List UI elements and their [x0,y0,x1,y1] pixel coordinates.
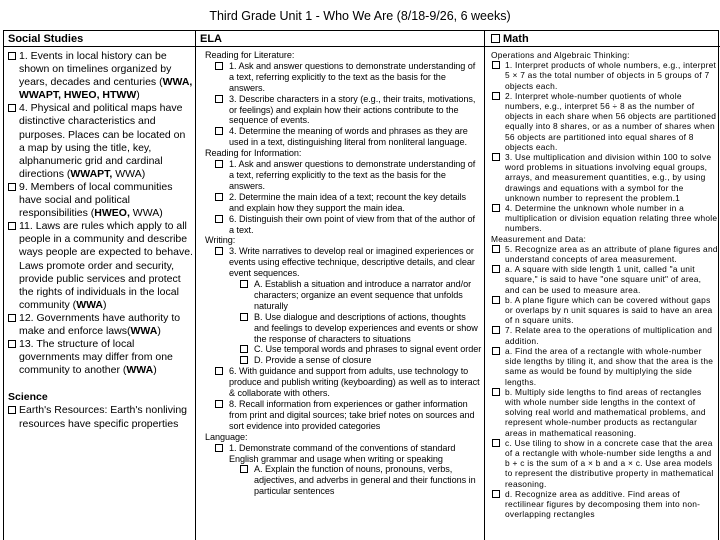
checkbox-icon[interactable] [240,345,248,353]
math-standard: b. Multiply side lengths to find areas of rectangles with whole number side lengths in the context of solving real world and mathematical problems, and represent whole-number products as rectangular areas in mathematical reasoning. [491,387,718,438]
checkbox-icon[interactable] [492,326,500,334]
math-standard: a. Find the area of a rectangle with whole-number side lengths by tiling it, and show that the area is the same as would be found by multiplying the side lengths. [491,346,718,387]
math-section-label: Measurement and Data: [491,233,587,244]
ela-column [196,31,485,540]
math-column [485,31,720,540]
ela-section-label: Reading for Literature: [205,50,295,60]
checkbox-icon[interactable] [492,245,500,253]
ela-standard: 1. Ask and answer questions to demonstrate understanding of a text, referring explicitly to the text as the basis for the answers. [205,159,482,192]
ela-standard: 2. Determine the main idea of a text; recount the key details and explain how they support the main idea. [205,192,482,214]
checkbox-icon[interactable] [215,160,223,168]
checkbox-icon[interactable] [492,61,500,69]
math-standard: 1. Interpret products of whole numbers, e.g., interpret 5 × 7 as the total number of objects in 5 groups of 7 objects each. [491,60,718,91]
ela-standard: 6. With guidance and support from adults, use technology to produce and publish writing (keyboarding) as well as to interact & collaborate with others. [205,366,482,399]
checkbox-icon[interactable] [492,204,500,212]
math-heading: Math [503,33,529,45]
checkbox-icon[interactable] [492,153,500,161]
ela-standard: 6. Distinguish their own point of view from that of the author of a text. [205,214,482,236]
checkbox-icon[interactable] [8,222,16,230]
checkbox-icon[interactable] [215,400,223,408]
math-standard: c. Use tiling to show in a concrete case that the area of a rectangle with whole-number side lengths a and b + c is the sum of a × b and a × c. Use area models to represent the distributive property in mathematical reasoning. [491,438,718,489]
math-header [485,31,720,47]
ela-heading: ELA [200,33,222,45]
checkbox-icon[interactable] [215,215,223,223]
checkbox-icon[interactable] [215,444,223,452]
checkbox-icon[interactable] [492,92,500,100]
social-studies-standard: 9. Members of local communities have social and political responsibilities (HWEO, WWA) [8,181,193,220]
unit-codes: WWA, WWAPT, HWEO, HTWW [19,76,193,102]
checkbox-icon[interactable] [215,95,223,103]
checkbox-icon[interactable] [8,183,16,191]
math-section-label: Operations and Algebraic Thinking: [491,50,630,60]
math-standard: 2. Interpret whole-number quotients of whole numbers, e.g., interpret 56 ÷ 8 as the number of objects in each share when 56 objects are partitioned equally into 8 shares, or as a number of shares when 56 objects are partitioned into equal shares of 8 objects each. [491,91,718,152]
checkbox-icon[interactable] [215,193,223,201]
unit-codes: WWA [76,298,104,311]
checkbox-icon[interactable] [215,62,223,70]
ela-standard: 1. Ask and answer questions to demonstrate understanding of a text, referring explicitly to the text as the basis for the answers. [205,61,482,94]
ela-standard: C. Use temporal words and phrases to signal event order [205,344,482,355]
social-studies-body [4,47,195,540]
unit-codes: WWA [126,364,154,377]
unit-codes: WWAPT, [70,167,113,180]
checkbox-icon[interactable] [240,280,248,288]
ela-section-label: Language: [205,431,248,442]
social-studies-standard: 1. Events in local history can be shown on timelines organized by years, decades and centuries (WWA, WWAPT, HWEO, HTWW) [8,50,193,102]
social-studies-standard: 12. Governments have authority to make and enforce laws(WWA) [8,312,193,338]
unit-codes: HWEO, [94,207,130,220]
checkbox-icon[interactable] [215,247,223,255]
checkbox-icon[interactable] [492,296,500,304]
ela-standard: B. Use dialogue and descriptions of actions, thoughts and feelings to develop experiences and events or show the response of characters to situations [205,312,482,345]
checkbox-icon[interactable] [215,367,223,375]
ela-standard: 3. Describe characters in a story (e.g., their traits, motivations, or feelings) and explain how their actions contribute to the sequence of events. [205,94,482,127]
checkbox-icon[interactable] [492,265,500,273]
standards-table [3,30,719,540]
ela-standard: 1. Demonstrate command of the conventions of standard English grammar and usage when writing or speaking [205,443,482,465]
social-studies-column [4,31,196,540]
checkbox-icon[interactable] [492,490,500,498]
math-body [485,47,720,540]
ela-section-label: Reading for Information: [205,148,302,159]
ela-standard: 3. Write narratives to develop real or imagined experiences or events using effective technique, descriptive details, and clear event sequences. [205,246,482,279]
checkbox-icon[interactable] [491,34,500,43]
math-standard: 7. Relate area to the operations of multiplication and addition. [491,325,718,345]
social-studies-standard: 4. Physical and political maps have distinctive characteristics and purposes. Places can be located on a map by using the title, key, alphanumeric grid and cardinal directions (WWAPT, WWA) [8,102,193,181]
math-standard: a. A square with side length 1 unit, called "a unit square," is said to have "one square unit" of area, and can be used to measure area. [491,264,718,295]
ela-standard: 8. Recall information from experiences or gather information from print and digital sources; take brief notes on sources and sort evidence into provided categories [205,399,482,432]
ela-header [196,31,484,47]
checkbox-icon[interactable] [8,52,16,60]
checkbox-icon[interactable] [8,314,16,322]
math-standard: b. A plane figure which can be covered without gaps or overlaps by n unit squares is said to have an area of n square units. [491,295,718,326]
checkbox-icon[interactable] [8,104,16,112]
checkbox-icon[interactable] [240,465,248,473]
ela-body [196,47,484,540]
math-standard: d. Recognize area as additive. Find areas of rectilinear figures by decomposing them into non-overlapping rectangles [491,489,718,520]
checkbox-icon[interactable] [8,406,16,414]
math-standard: 3. Use multiplication and division within 100 to solve word problems in situations involving equal groups, arrays, and measurement quantities, e.g., by using drawings and equations with a symbol for the unknown number to represent the problem.1 [491,152,718,203]
ela-standard: A. Establish a situation and introduce a narrator and/or characters; organize an event sequence that unfolds naturally [205,279,482,312]
ela-section-label: Writing: [205,235,236,246]
social-studies-heading: Social Studies [4,31,195,47]
checkbox-icon[interactable] [240,313,248,321]
ela-standard: D. Provide a sense of closure [205,355,482,366]
checkbox-icon[interactable] [492,439,500,447]
social-studies-standard: 13. The structure of local governments may differ from one community to another (WWA) [8,338,193,377]
checkbox-icon[interactable] [8,340,16,348]
checkbox-icon[interactable] [240,356,248,364]
social-studies-standard: 11. Laws are rules which apply to all people in a community and describe ways people are expected to behave. Laws promote order and security, provide public services and protect the rights of individuals in the local community (WWA) [8,220,193,312]
checkbox-icon[interactable] [492,388,500,396]
science-standard: Earth's Resources: Earth's nonliving resources have specific properties [8,404,193,430]
math-standard: 5. Recognize area as an attribute of plane figures and understand concepts of area measurement. [491,244,718,264]
unit-codes: WWA [130,324,158,337]
math-standard: 4. Determine the unknown whole number in a multiplication or division equation relating three whole numbers. [491,203,718,234]
checkbox-icon[interactable] [215,127,223,135]
ela-standard: A. Explain the function of nouns, pronouns, verbs, adjectives, and adverbs in general and their functions in particular sentences [205,464,482,497]
page-title: Third Grade Unit 1 - Who We Are (8/18-9/26, 6 weeks) [209,9,511,23]
ela-standard: 4. Determine the meaning of words and phrases as they are used in a text, distinguishing literal from nonliteral language. [205,126,482,148]
science-heading: Science [8,391,48,404]
checkbox-icon[interactable] [492,347,500,355]
